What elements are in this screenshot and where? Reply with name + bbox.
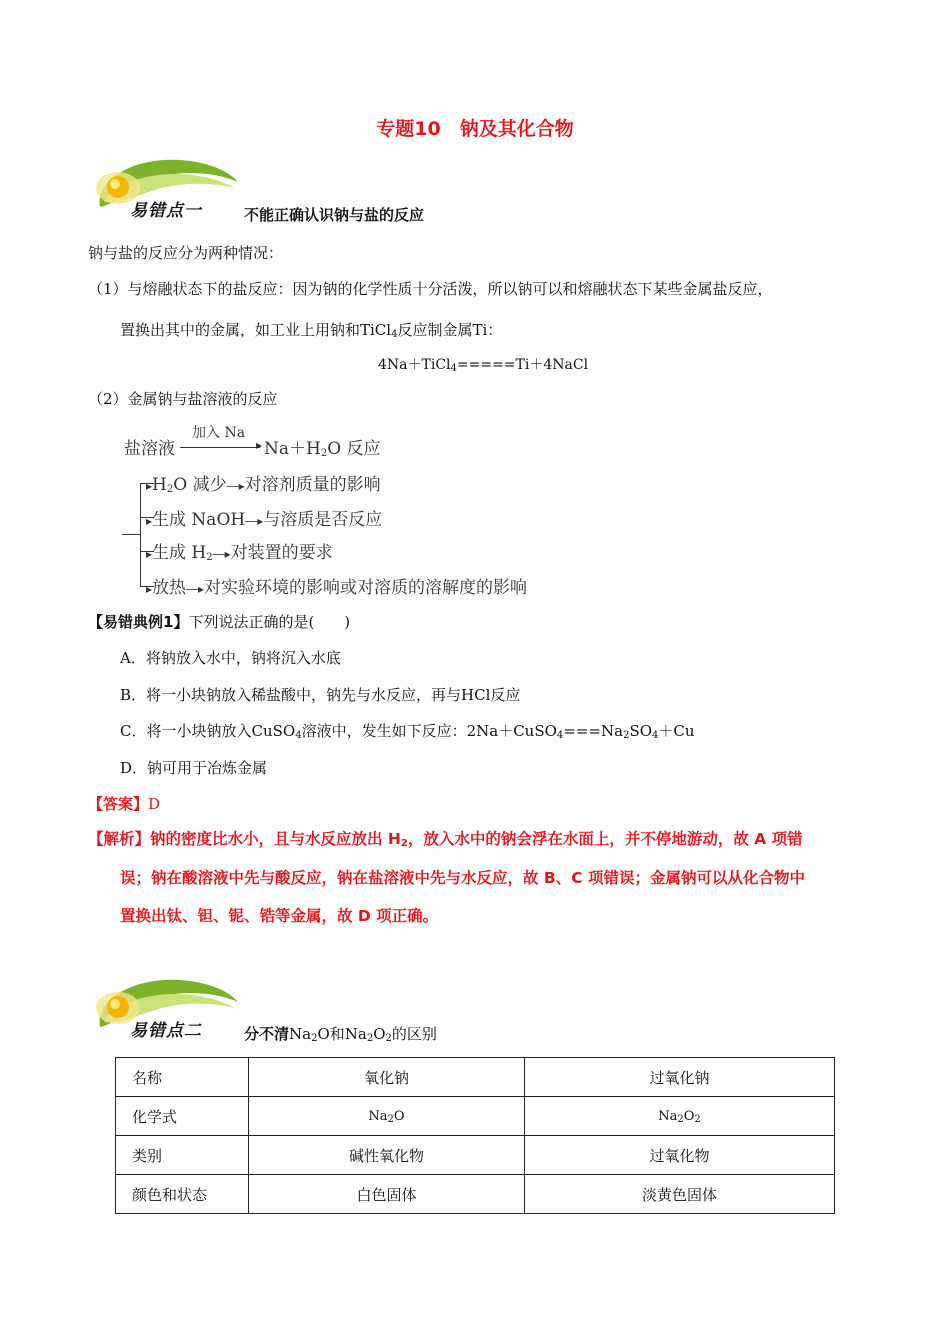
analysis-line-1: 【解析】钠的密度比水小，且与水反应放出 $H_2$，放入水中的钠会浮在水面上，并不停地游动，故 A 项错 (88, 830, 803, 849)
badge-label: 易错点一 (130, 201, 202, 221)
branch-arrow-icon: ―▸ (226, 479, 245, 493)
branch-arrow-icon: ―▸ (245, 514, 264, 528)
section1-heading: 不能正确认识钠与盐的反应 (244, 206, 425, 224)
branch-3: ▸生成 $H_2―▸$对装置的要求 (146, 543, 333, 563)
table-row (116, 1097, 835, 1136)
diagram-main-arrow-line (180, 447, 260, 448)
analysis-label: 【解析】 (88, 830, 151, 848)
option-b: B．将一小块钠放入稀盐酸中，钠先与水反应，再与HCl反应 (120, 686, 521, 704)
option-c: C．将一小块钠放入CuSO$_4$溶液中，发生如下反应：$2Na+CuSO_4===Na_2SO_4+Cu$ (120, 722, 695, 741)
table-row (116, 1058, 835, 1097)
arrow-right-icon: ▸ (256, 438, 263, 452)
table-header-cell: 氧化钠 (249, 1058, 525, 1097)
table-cell: 类别 (116, 1136, 249, 1175)
diagram-result: $Na+H_2O$ 反应 (264, 439, 381, 459)
reaction-diagram (120, 420, 620, 600)
branch-4: ▸放热―▸对实验环境的影响或对溶质的溶解度的影响 (146, 578, 528, 598)
example-question: 【易错典例1】下列说法正确的是( ) (88, 613, 351, 631)
paragraph-1-line-1: （1）与熔融状态下的盐反应：因为钠的化学性质十分活泼，所以钠可以和熔融状态下某些金属盐反应， (88, 280, 773, 298)
example-label: 【易错典例1】 (88, 613, 189, 631)
option-d: D．钠可用于冶炼金属 (120, 759, 268, 777)
diagram-start: 盐溶液 (124, 439, 175, 459)
table-cell: 过氧化物 (525, 1136, 835, 1175)
table-cell: 颜色和状态 (116, 1175, 249, 1214)
table-cell: $Na_2O$ (249, 1097, 525, 1136)
analysis-line-2: 误；钠在酸溶液中先与酸反应，钠在盐溶液中先与水反应，故 B、C 项错误；金属钠可以从化合物中 (120, 869, 805, 887)
diagram-bracket-stub (122, 534, 140, 535)
badge-label: 易错点二 (130, 1021, 202, 1041)
intro-text: 钠与盐的反应分为两种情况： (88, 244, 284, 262)
branch-2: ▸生成 NaOH―▸与溶质是否反应 (146, 510, 383, 530)
table-cell: 白色固体 (249, 1175, 525, 1214)
option-a: A．将钠放入水中，钠将沉入水底 (120, 649, 341, 667)
table-cell: $Na_2O_2$ (525, 1097, 835, 1136)
table-header-cell: 名称 (116, 1058, 249, 1097)
answer-value: D (148, 795, 161, 813)
paragraph-1-line-2: 置换出其中的金属，如工业上用钠和TiCl$_4$反应制金属Ti： (120, 321, 503, 340)
table-row (116, 1175, 835, 1214)
section1-badge (90, 152, 240, 222)
answer-label: 【答案】 (88, 795, 149, 813)
comparison-table (115, 1057, 835, 1214)
branch-1: $▸H_2O$ 减少―▸对溶剂质量的影响 (146, 475, 381, 495)
table-header-cell: 过氧化钠 (525, 1058, 835, 1097)
paragraph-2: （2）金属钠与盐溶液的反应 (88, 390, 278, 408)
branch-arrow-icon: ―▸ (212, 547, 231, 561)
table-row (116, 1136, 835, 1175)
table-cell: 化学式 (116, 1097, 249, 1136)
branch-arrow-icon: ―▸ (186, 582, 205, 596)
answer (88, 794, 160, 814)
table-cell: 碱性氧化物 (249, 1136, 525, 1175)
equation-tincl4: 4Na＋TiCl$_4$=====Ti＋4NaCl (378, 357, 589, 374)
table-cell: 淡黄色固体 (525, 1175, 835, 1214)
section2-heading: 分不清$Na_2O$和$Na_2O_2$的区别 (244, 1025, 437, 1044)
page-title: 专题10 钠及其化合物 (376, 118, 574, 140)
section2-badge (90, 972, 240, 1042)
diagram-bracket-vertical (140, 483, 141, 586)
diagram-arrow-label: 加入 Na (192, 425, 246, 441)
analysis-line-3: 置换出钛、钽、铌、锆等金属，故 D 项正确。 (120, 907, 439, 925)
